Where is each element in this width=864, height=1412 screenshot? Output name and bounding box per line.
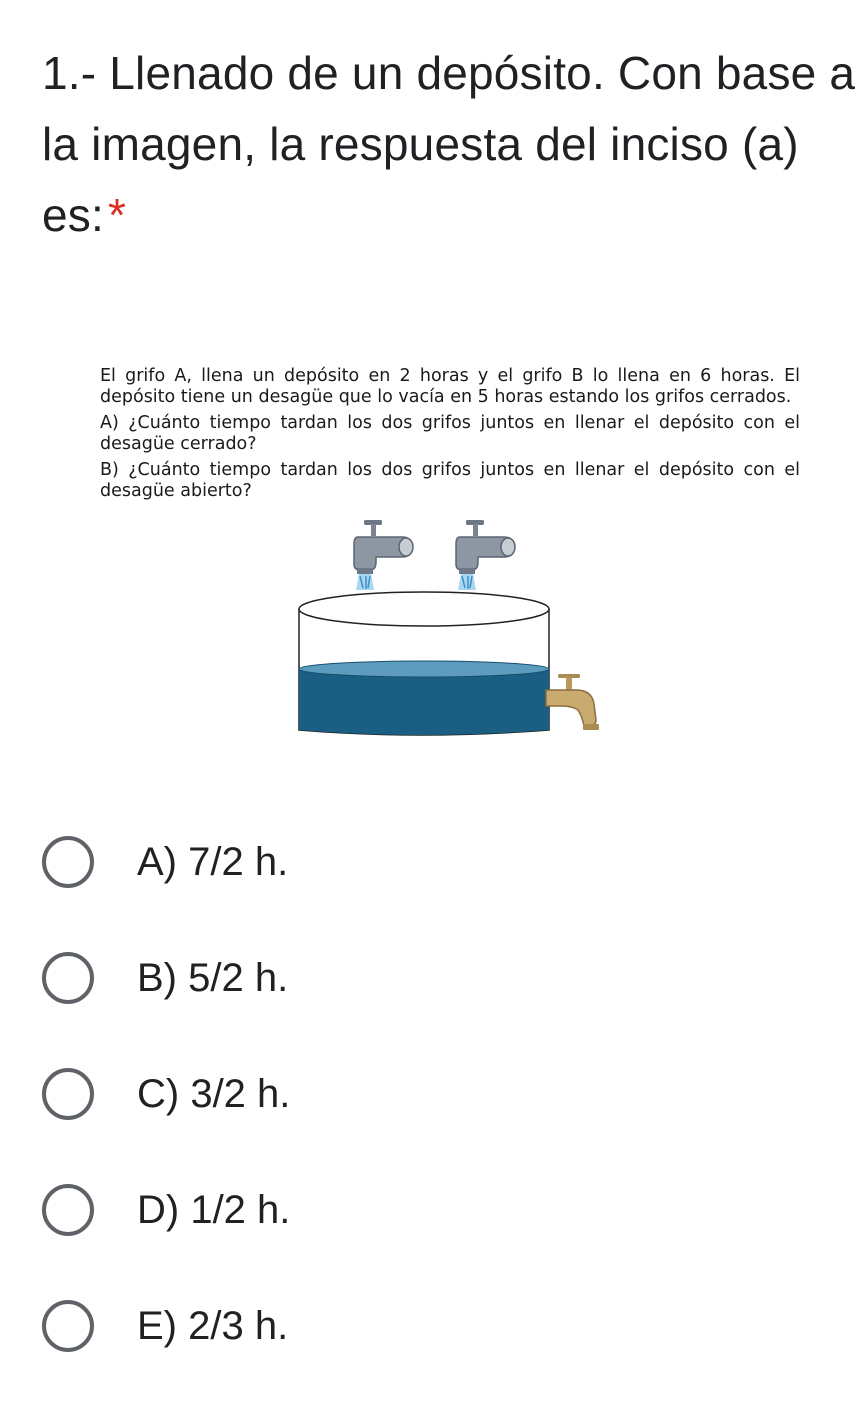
faucet-b-icon <box>456 520 515 590</box>
answer-options <box>38 806 838 1386</box>
radio-button-c[interactable] <box>42 1068 94 1120</box>
radio-button-d[interactable] <box>42 1184 94 1236</box>
radio-button-a[interactable] <box>42 836 94 888</box>
problem-part-a: A) ¿Cuánto tiempo tardan los dos grifos juntos en llenar el depósito con el desagüe cerrado? <box>100 413 800 454</box>
option-e-label[interactable]: E) 2/3 h. <box>137 1304 289 1348</box>
option-b-label[interactable]: B) 5/2 h. <box>137 956 289 1000</box>
radio-button-b[interactable] <box>42 952 94 1004</box>
option-b[interactable] <box>38 922 838 1038</box>
water-tank <box>299 592 549 735</box>
option-d-label[interactable]: D) 1/2 h. <box>137 1188 291 1232</box>
drain-faucet-icon <box>546 674 599 730</box>
option-a[interactable] <box>38 806 838 922</box>
option-a-label[interactable]: A) 7/2 h. <box>137 840 289 884</box>
required-asterisk: * <box>107 189 127 241</box>
question-title <box>42 38 857 251</box>
option-c-label[interactable]: C) 3/2 h. <box>137 1072 291 1116</box>
radio-button-e[interactable] <box>42 1300 94 1352</box>
problem-figure <box>100 366 800 751</box>
option-e[interactable] <box>38 1270 838 1386</box>
tank-illustration <box>280 518 620 748</box>
option-c[interactable] <box>38 1038 838 1154</box>
question-title-text: 1.- Llenado de un depósito. Con base a la imagen, la respuesta del inciso (a) es: <box>42 47 856 241</box>
option-d[interactable] <box>38 1154 838 1270</box>
problem-part-b: B) ¿Cuánto tiempo tardan los dos grifos juntos en llenar el depósito con el desagüe abierto? <box>100 460 800 501</box>
problem-statement: El grifo A, llena un depósito en 2 horas y el grifo B lo llena en 6 horas. El depósito tiene un desagüe que lo vacía en 5 horas estando los grifos cerrados. <box>100 366 800 407</box>
faucet-a-icon <box>354 520 413 590</box>
